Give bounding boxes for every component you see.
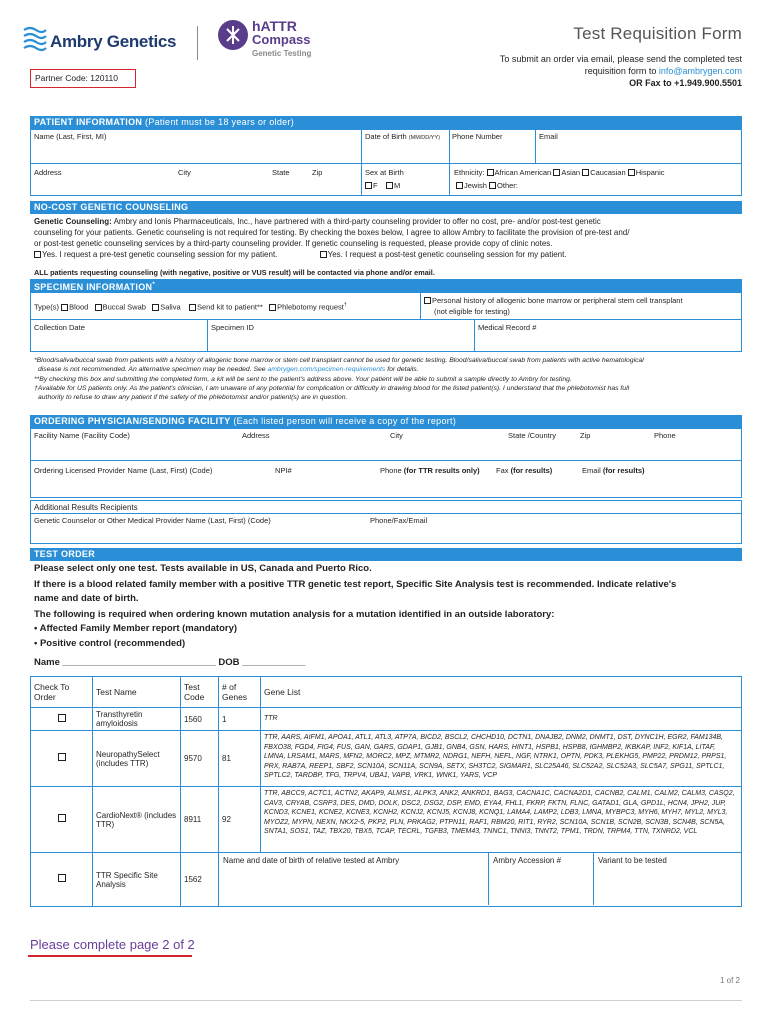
- facility-city-field[interactable]: City: [390, 431, 403, 440]
- patient-name-field[interactable]: Name (Last, First, MI): [34, 132, 107, 141]
- ambry-wave-icon: [22, 24, 48, 56]
- gene-count-cell: 92: [219, 787, 261, 853]
- ethnicity-other-label: Other:: [497, 181, 518, 190]
- specimen-saliva-label: Saliva: [160, 302, 181, 312]
- hattr-compass-logo: [218, 18, 338, 66]
- test-order-line-3: name and date of birth.: [34, 593, 139, 604]
- ethnicity-jewish-checkbox[interactable]: [456, 182, 463, 189]
- test-order-table: [30, 676, 742, 907]
- test-code-cell: 1562: [181, 853, 219, 907]
- send-kit-label: Send kit to patient**: [196, 302, 263, 312]
- transplant-history-row: [424, 296, 683, 305]
- physician-row-divider: [30, 460, 742, 461]
- test-order-line-4: The following is required when ordering known mutation analysis for a mutation identified in an outside laboratory:: [34, 609, 555, 620]
- patient-dob-field[interactable]: [365, 132, 440, 141]
- submit-fax: OR Fax to +1.949.900.5501: [629, 78, 742, 88]
- ethnicity-caucasian-checkbox[interactable]: [582, 169, 589, 176]
- ssa-detail-cell: [219, 853, 742, 907]
- physician-subtitle: (Each listed person will receive a copy of the report): [233, 416, 457, 426]
- fax-results-field[interactable]: [496, 466, 552, 475]
- table-row: [31, 731, 742, 787]
- gene-list-cell: TTR: [261, 708, 742, 731]
- specimen-note-3a: †Available for US patients only. As the patient's clinician, I am unaware of any potential for complication or difficulty in drawing blood for the listed patient(s). I understand that the phlebotomist has full: [34, 384, 630, 392]
- email-results-field[interactable]: [582, 466, 645, 475]
- patient-row-divider: [30, 163, 742, 164]
- patient-col-divider-3: [535, 129, 536, 163]
- specimen-note-1a: *Blood/saliva/buccal swab from patients with a history of allogenic bone marrow or stem cell transplant cannot be used for genetic testing. Blood/saliva/buccal swab from patients with active hematological: [34, 357, 644, 364]
- patient-city-field[interactable]: City: [178, 168, 191, 177]
- provider-name-field[interactable]: Ordering Licensed Provider Name (Last, First) (Code): [34, 466, 213, 475]
- physician-title: ORDERING PHYSICIAN/SENDING FACILITY: [34, 416, 231, 426]
- specimen-footnotes: [34, 356, 742, 402]
- patient-phone-field[interactable]: Phone Number: [452, 132, 503, 141]
- submit-line-2-text: requisition form to: [584, 66, 659, 76]
- gene-count-cell: 1: [219, 708, 261, 731]
- logo-divider: [197, 26, 198, 60]
- specimen-saliva-checkbox[interactable]: [152, 304, 159, 311]
- npi-field[interactable]: NPI#: [275, 466, 292, 475]
- check-cell: [31, 708, 93, 731]
- email-label: Email: [582, 466, 603, 475]
- relative-name-dob-line[interactable]: Name _____________________________ DOB ____________: [34, 657, 306, 668]
- counseling-line-1: [34, 216, 742, 227]
- ethnicity-other-checkbox[interactable]: [489, 182, 496, 189]
- ethnicity-hispanic-checkbox[interactable]: [628, 169, 635, 176]
- test-order-line-6: • Positive control (recommended): [34, 638, 186, 649]
- specimen-id-field[interactable]: Specimen ID: [211, 323, 254, 332]
- ambry-genetics-logo: [22, 24, 182, 56]
- patient-email-field[interactable]: Email: [539, 132, 558, 141]
- submit-email-link[interactable]: info@ambrygen.com: [658, 66, 742, 76]
- post-test-counseling-checkbox[interactable]: [320, 251, 327, 258]
- facility-phone-field[interactable]: Phone: [654, 431, 676, 440]
- ethnicity-row-2: [456, 181, 518, 190]
- collection-date-field[interactable]: Collection Date: [34, 323, 85, 332]
- col-check-to-order: Check To Order: [31, 677, 93, 708]
- facility-state-field[interactable]: State /Country: [508, 431, 556, 440]
- test-table-header-row: [31, 677, 742, 708]
- transplant-not-eligible: (not eligible for testing): [434, 307, 510, 316]
- order-ttr-checkbox[interactable]: [58, 714, 66, 722]
- specimen-types-row: [34, 302, 347, 312]
- sex-f-label: F: [373, 181, 378, 190]
- ethnicity-asian-label: Asian: [561, 168, 581, 177]
- hattr-emblem-icon: [218, 20, 248, 50]
- fax-qualifier: (for results): [510, 466, 553, 475]
- specimen-row-divider: [30, 319, 742, 320]
- ambry-brand-text: Ambry Genetics: [50, 32, 177, 51]
- specimen-note-1b: [34, 365, 742, 374]
- pre-test-counseling-label: Yes. I request a pre-test genetic counseling session for my patient.: [42, 250, 278, 259]
- ethnicity-hispanic-label: Hispanic: [635, 168, 665, 177]
- counseling-description: [34, 216, 742, 260]
- partner-code: Partner Code: 120110: [30, 69, 136, 88]
- hattr-brand-text: hATTR: [252, 18, 297, 34]
- gene-list-cell: TTR, ABCC9, ACTC1, ACTN2, AKAP9, ALMS1, ALPK3, ANK2, ANKRD1, BAG3, CACNA1C, CACNA2D1, CACNB2, CALM1, CALM2, CALM3, CASQ2, CAV3, CRYAB, CSRP3, DES, DMD, DOLK, DSC2, DSG2, DSP, EMD, EYA4, FHL1, FKRP, FKTN, FLNC, GATAD1, GLA, GPD1L, HCN4, JPH2, JUP, KCND3, KCNE1, KCNE2, KCNE3, KCNH2, KCNJ2, KCNJ5, KCNJ8, KCNQ1, LAMA4, LAMP2, LDB3, LMNA, MYBPC3, MYH6, MYH7, MYL2, MYL3, MYOZ2, MYPN, NEXN, NKX2-5, PKP2, PLN, PRKAG2, PTPN11, RAF1, RBM20, RIT1, RYR2, SCN10A, SCN1B, SCN2B, SCN3B, SCN4B, SCN5A, SNTA1, SOS1, TAZ, TBX20, TBX5, TCAP, TECRL, TGFB3, TMEM43, TNNC1, TNNI3, TNNT2, TPM1, TRDN, TRPM4, TTN, TXNRD2, VCL: [261, 787, 742, 853]
- form-title: Test Requisition Form: [573, 24, 742, 43]
- ethnicity-caucasian-label: Caucasian: [590, 168, 626, 177]
- test-name-cell: NeuropathySelect (includes TTR): [93, 731, 181, 787]
- sex-options: [365, 181, 400, 190]
- col-test-code: Test Code: [181, 677, 219, 708]
- test-code-cell: 8911: [181, 787, 219, 853]
- submit-instructions: [442, 53, 742, 89]
- dob-label: Date of Birth: [365, 132, 407, 141]
- specimen-blood-checkbox[interactable]: [61, 304, 68, 311]
- patient-info-header: [30, 116, 742, 129]
- patient-zip-field[interactable]: Zip: [312, 168, 323, 177]
- test-code-cell: 1560: [181, 708, 219, 731]
- counselor-contact-field[interactable]: Phone/Fax/Email: [370, 516, 428, 525]
- phone-ttr-label: Phone: [380, 466, 404, 475]
- order-cardionext-checkbox[interactable]: [58, 814, 66, 822]
- test-name-cell: Transthyretin amyloidosis: [93, 708, 181, 731]
- counseling-line-3: or post-test genetic counseling services by a third-party counseling provider. If genetic counseling is requested, please provide copy of clinic notes.: [34, 239, 553, 248]
- dob-format: (MM/DD/YY): [408, 135, 440, 141]
- ethnicity-label: Ethnicity:: [454, 168, 485, 177]
- patient-info-subtitle: (Patient must be 18 years or older): [145, 117, 295, 127]
- test-order-line-1: Please select only one test. Tests available in US, Canada and Puerto Rico.: [34, 563, 372, 574]
- submit-line-1: To submit an order via email, please send the completed test: [499, 54, 742, 64]
- transplant-history-checkbox[interactable]: [424, 297, 431, 304]
- patient-info-title: PATIENT INFORMATION: [34, 117, 143, 127]
- send-kit-checkbox[interactable]: [189, 304, 196, 311]
- counseling-options: [34, 249, 742, 260]
- sex-m-label: M: [393, 181, 401, 190]
- test-order-line-5: • Affected Family Member report (mandatory): [34, 623, 238, 634]
- submit-line-2: [442, 65, 742, 77]
- gene-list-cell: TTR, AARS, AIFM1, APOA1, ATL1, ATL3, ATP7A, BICD2, BSCL2, CHCHD10, DCTN1, DNAJB2, DNM2, DNMT1, DST, DYNC1H, EGR2, FAM134B, FBXO38, FGD4, FIG4, FUS, GAN, GARS, GDAP1, GJB1, GNB4, GSN, HARS, HINT1, HSPB1, HSPB8, IGHMBP2, IKBKAP, INF2, KIF1A, LITAF, LMNA, LRSAM1, MARS, MFN2, MORC2, MPZ, MTMR2, NDRG1, NEFH, NEFL, NGF, NTRK1, OPTN, PDK3, PLEKHG5, PMP22, PRDM12, PRPS1, PRX, RAB7A, REEP1, SBF2, SCN10A, SCN11A, SCN9A, SETX, SH3TC2, SIGMAR1, SLC25A46, SLC52A2, SLC52A3, SLC5A7, SPG11, SPTLC1, SPTLC2, TARDBP, TFG, TRPV4, UBA1, VAPB, VRK1, WNK1, YARS, VCP: [261, 731, 742, 787]
- additional-recipients-divider: [30, 513, 742, 514]
- physician-header: [30, 415, 742, 428]
- counseling-header: NO-COST GENETIC COUNSELING: [30, 201, 742, 214]
- patient-state-field[interactable]: State: [272, 168, 290, 177]
- facility-name-field[interactable]: Facility Name (Facility Code): [34, 431, 130, 440]
- table-row: [31, 787, 742, 853]
- ssa-relative-field[interactable]: Name and date of birth of relative tested at Ambry: [219, 853, 489, 905]
- specimen-col-divider-1: [420, 292, 421, 319]
- gene-count-cell: 81: [219, 731, 261, 787]
- specimen-types-label: Type(s): [34, 302, 60, 312]
- counselor-name-field[interactable]: Genetic Counselor or Other Medical Provider Name (Last, First) (Code): [34, 516, 271, 525]
- test-name-cell: TTR Specific Site Analysis: [93, 853, 181, 907]
- order-ttr-ssa-checkbox[interactable]: [58, 874, 66, 882]
- compass-brand-text: Compass: [252, 32, 311, 47]
- fax-label: Fax: [496, 466, 511, 475]
- facility-zip-field[interactable]: Zip: [580, 431, 591, 440]
- genetic-testing-text: Genetic Testing: [252, 49, 312, 58]
- specimen-info-title: SPECIMEN INFORMATION: [34, 282, 153, 292]
- facility-address-field[interactable]: Address: [242, 431, 270, 440]
- check-cell: [31, 853, 93, 907]
- patient-col-divider-1: [361, 129, 362, 196]
- col-num-genes: # of Genes: [219, 677, 261, 708]
- phlebotomy-mark: †: [343, 302, 347, 308]
- counseling-lead: Genetic Counseling:: [34, 217, 112, 226]
- table-row: [31, 708, 742, 731]
- check-cell: [31, 731, 93, 787]
- test-order-header: TEST ORDER: [30, 548, 742, 561]
- specimen-note-1b-post: for details.: [385, 366, 419, 374]
- ssa-accession-field[interactable]: Ambry Accession #: [489, 853, 594, 905]
- phlebotomy-request-checkbox[interactable]: [269, 304, 276, 311]
- order-neuropathyselect-checkbox[interactable]: [58, 753, 66, 761]
- complete-page-2-notice: Please complete page 2 of 2: [30, 937, 195, 952]
- transplant-history-label: Personal history of allogenic bone marrow or peripheral stem cell transplant: [432, 296, 683, 305]
- specimen-col-divider-3: [474, 319, 475, 352]
- pre-test-counseling-checkbox[interactable]: [34, 251, 41, 258]
- specimen-note-3b: authority to refuse to draw any patient if the safety of the phlebotomist and/or patient(s) are in question.: [38, 394, 348, 402]
- col-gene-list: Gene List: [261, 677, 742, 708]
- post-test-counseling-label: Yes. I request a post-test genetic counseling session for my patient.: [327, 250, 567, 259]
- additional-recipients-label: Additional Results Recipients: [34, 503, 138, 512]
- specimen-blood-label: Blood: [69, 302, 89, 312]
- medical-record-field[interactable]: Medical Record #: [478, 323, 537, 332]
- specimen-buccal-checkbox[interactable]: [95, 304, 102, 311]
- counseling-line-2: counseling for your patients. Genetic counseling is not required for testing. By checking the boxes below, I agree to allow Ambry to facilitate the provision of pre-test and/: [34, 228, 630, 237]
- ethnicity-jewish-label: Jewish: [464, 181, 487, 190]
- col-test-name: Test Name: [93, 677, 181, 708]
- specimen-col-divider-2: [207, 319, 208, 352]
- specimen-buccal-label: Buccal Swab: [102, 302, 146, 312]
- ssa-detail-row: [219, 853, 741, 905]
- counseling-line-1-text: Ambry and Ionis Pharmaceuticals, Inc., have partnered with a third-party counseling provider to offer no cost, pre- and/or post-test genetic: [113, 217, 601, 226]
- specimen-note-2: **By checking this box and submitting the completed form, a kit will be sent to the patient's address above. Your patient will be able to submit a sample directly to Ambry for testing.: [34, 375, 572, 383]
- physician-box: [30, 428, 742, 498]
- email-qualifier: (for results): [602, 466, 645, 475]
- ethnicity-african-american-label: African American: [494, 168, 552, 177]
- patient-address-field[interactable]: Address: [34, 168, 62, 177]
- patient-col-divider-2: [449, 129, 450, 196]
- phone-ttr-field[interactable]: [380, 466, 480, 475]
- test-code-cell: 9570: [181, 731, 219, 787]
- table-row: [31, 853, 742, 907]
- ethnicity-asian-checkbox[interactable]: [553, 169, 560, 176]
- sex-m-checkbox[interactable]: [386, 182, 393, 189]
- page-number: 1 of 2: [719, 976, 740, 985]
- bottom-rule: [30, 1000, 742, 1001]
- counseling-contact-note: ALL patients requesting counseling (with negative, positive or VUS result) will be contacted via phone and/or email.: [34, 268, 435, 277]
- phone-ttr-qualifier: (for TTR results only): [403, 466, 480, 475]
- ethnicity-african-american-checkbox[interactable]: [487, 169, 494, 176]
- complete-notice-underline: [28, 955, 192, 957]
- specimen-star: *: [152, 282, 155, 288]
- test-name-cell: CardioNext® (includes TTR): [93, 787, 181, 853]
- specimen-info-header: [30, 279, 742, 292]
- ssa-variant-field[interactable]: Variant to be tested: [598, 856, 667, 865]
- sex-at-birth-label: Sex at Birth: [365, 168, 404, 177]
- check-cell: [31, 787, 93, 853]
- sex-f-checkbox[interactable]: [365, 182, 372, 189]
- test-order-line-2: If there is a blood related family member with a positive TTR genetic test report, Specific Site Analysis test is recommended. Indicate relative's: [34, 579, 677, 590]
- specimen-note-1b-pre: disease is not recommended. An alternative specimen may be needed. See: [38, 366, 268, 374]
- specimen-requirements-link[interactable]: ambrygen.com/specimen-requirements: [267, 366, 386, 374]
- phlebotomy-request-label: Phlebotomy request: [277, 302, 344, 312]
- ethnicity-row-1: [454, 168, 665, 177]
